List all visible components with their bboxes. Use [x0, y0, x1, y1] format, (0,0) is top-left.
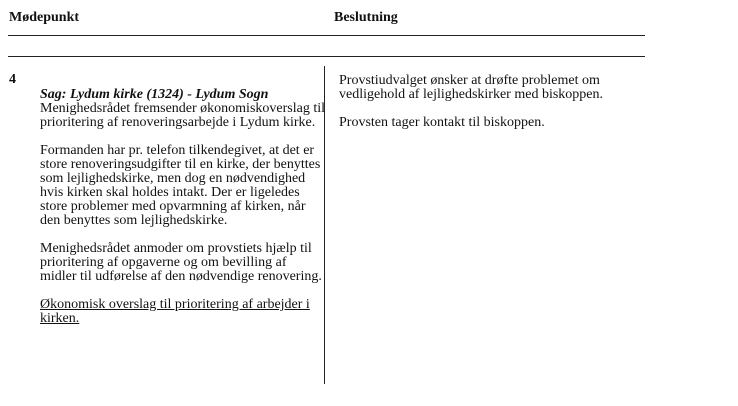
item-paragraph-2: Formanden har pr. telefon tilkendegivet, at det er store renoveringsudgifter til en kirke, der benyttes som lejlighedskirke, men dog en nødvendighed hvis kirken skal holdes intakt. Der er ligeledes store problemer med opvarmning af kirken, når den benyttes som lejlighedskirke.: [40, 143, 321, 228]
item-paragraph-1: Menighedsrådet fremsender økonomiskoverslag til prioritering af renoveringsarbejde i Lydum kirke.: [40, 101, 325, 130]
decision-column: [339, 74, 639, 144]
case-title: Sag: Lydum kirke (1324) - Lydum Sogn: [40, 87, 269, 102]
decision-paragraph-1: Provstiudvalget ønsker at drøfte problemet om vedligehold af lejlighedskirker med biskoppen.: [339, 73, 603, 102]
decision-paragraph-2: Provsten tager kontakt til biskoppen.: [339, 115, 545, 130]
item-number: 4: [9, 72, 16, 87]
attachment-link[interactable]: Økonomisk overslag til prioritering af arbejder i kirken.: [40, 297, 310, 326]
header-rule-top: [8, 35, 645, 36]
header-rule-bottom: [8, 56, 645, 57]
meeting-item-column: [40, 88, 326, 326]
item-paragraph-3: Menighedsrådet anmoder om provstiets hjælp til prioritering af opgaverne og om bevilling af midler til udførelse af den nødvendige renovering.: [40, 241, 322, 284]
column-header-decision: Beslutning: [334, 10, 398, 25]
column-header-meeting-item: Mødepunkt: [9, 10, 80, 25]
